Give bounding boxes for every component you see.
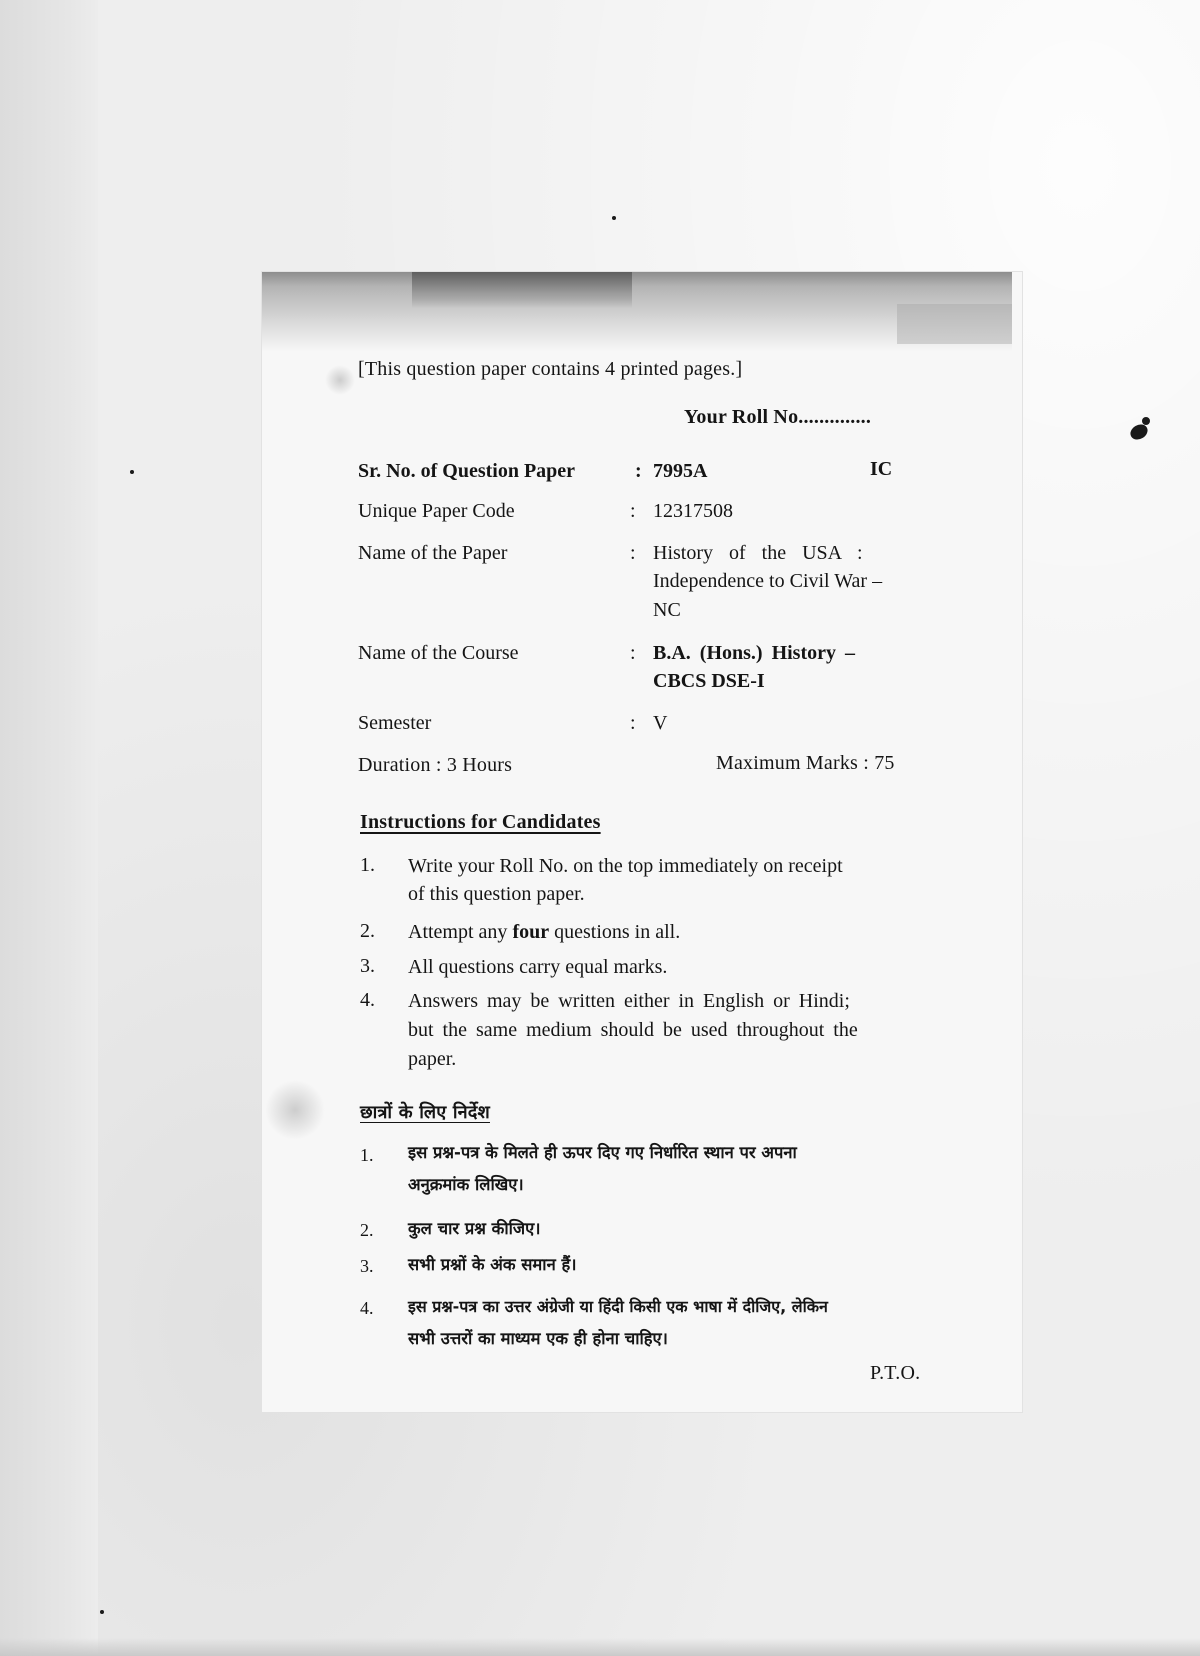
course-name-colon: : — [630, 642, 636, 664]
hindi-instruction-2: कुल चार प्रश्न कीजिए। — [408, 1219, 541, 1238]
scan-speck — [130, 470, 134, 474]
hindi-instruction-1-number: 1. — [360, 1145, 374, 1165]
instruction-1-line2: of this question paper. — [408, 883, 585, 905]
roll-no-field: Your Roll No.............. — [684, 406, 872, 428]
instructions-heading: Instructions for Candidates — [360, 811, 601, 833]
maximum-marks: Maximum Marks : 75 — [716, 752, 895, 774]
scan-speck — [1142, 417, 1150, 425]
scan-speck — [100, 1610, 104, 1614]
scanner-bottom-edge — [0, 1638, 1200, 1656]
semester-label: Semester — [358, 712, 432, 734]
sr-no-colon: : — [635, 460, 642, 482]
paper-name-value-line3: NC — [653, 599, 681, 621]
instruction-3: All questions carry equal marks. — [408, 956, 668, 978]
hindi-instructions-heading: छात्रों के लिए निर्देश — [360, 1102, 490, 1123]
hindi-instruction-2-number: 2. — [360, 1220, 374, 1240]
course-name-value-line2: CBCS DSE-I — [653, 670, 765, 692]
instruction-2-pre: Attempt any — [408, 921, 513, 943]
hindi-instruction-4-number: 4. — [360, 1298, 374, 1318]
hindi-instruction-4-line1: इस प्रश्न-पत्र का उत्तर अंग्रेजी या हिंदी किसी एक भाषा में दीजिए, लेकिन — [408, 1297, 828, 1316]
sr-no-label: Sr. No. of Question Paper — [358, 460, 576, 482]
instruction-1-line1: Write your Roll No. on the top immediately on receipt — [408, 855, 843, 877]
hindi-instruction-1-line2: अनुक्रमांक लिखिए। — [408, 1175, 524, 1194]
sheet-scan-shadow-corner — [897, 304, 1012, 344]
instruction-2-number: 2. — [360, 920, 375, 942]
scan-speck — [612, 216, 616, 220]
hindi-instruction-1-line1: इस प्रश्न-पत्र के मिलते ही ऊपर दिए गए निर्धारित स्थान पर अपना — [408, 1143, 797, 1162]
page-count-note: [This question paper contains 4 printed pages.] — [358, 358, 743, 380]
course-name-value-line1: B.A. (Hons.) History – — [653, 642, 855, 664]
instruction-4-line1: Answers may be written either in English or Hindi; — [408, 990, 850, 1012]
paper-name-value-line2: Independence to Civil War – — [653, 570, 883, 592]
instruction-4-line3: paper. — [408, 1048, 457, 1070]
semester-value: V — [653, 712, 668, 734]
hindi-instruction-3-number: 3. — [360, 1256, 374, 1276]
instruction-3-number: 3. — [360, 955, 375, 977]
instruction-4-number: 4. — [360, 989, 375, 1011]
instruction-4-line2: but the same medium should be used throughout the — [408, 1019, 858, 1041]
paper-code-value: 12317508 — [653, 500, 733, 522]
paper-name-colon: : — [630, 542, 636, 564]
sr-no-value: 7995A — [653, 460, 708, 482]
paper-name-label: Name of the Paper — [358, 542, 508, 564]
hindi-instruction-4-line2: सभी उत्तरों का माध्यम एक ही होना चाहिए। — [408, 1329, 668, 1348]
please-turn-over: P.T.O. — [870, 1362, 921, 1384]
smudge-mark — [265, 1080, 325, 1140]
instruction-2 — [408, 918, 933, 946]
course-name-label: Name of the Course — [358, 642, 519, 664]
duration: Duration : 3 Hours — [358, 754, 513, 776]
paper-code-label: Unique Paper Code — [358, 500, 515, 522]
hindi-instruction-3: सभी प्रश्नों के अंक समान हैं। — [408, 1255, 577, 1274]
instruction-2-post: questions in all. — [549, 921, 681, 943]
paper-code-colon: : — [630, 500, 636, 522]
smudge-mark — [325, 365, 355, 395]
sheet-scan-shadow-dark — [412, 272, 632, 308]
sr-no-extra: IC — [870, 458, 893, 480]
paper-name-value-line1: History of the USA : — [653, 542, 863, 564]
scanner-edge-shadow — [0, 0, 98, 1656]
semester-colon: : — [630, 712, 636, 734]
instruction-2-bold: four — [512, 921, 550, 943]
instruction-1-number: 1. — [360, 854, 375, 876]
